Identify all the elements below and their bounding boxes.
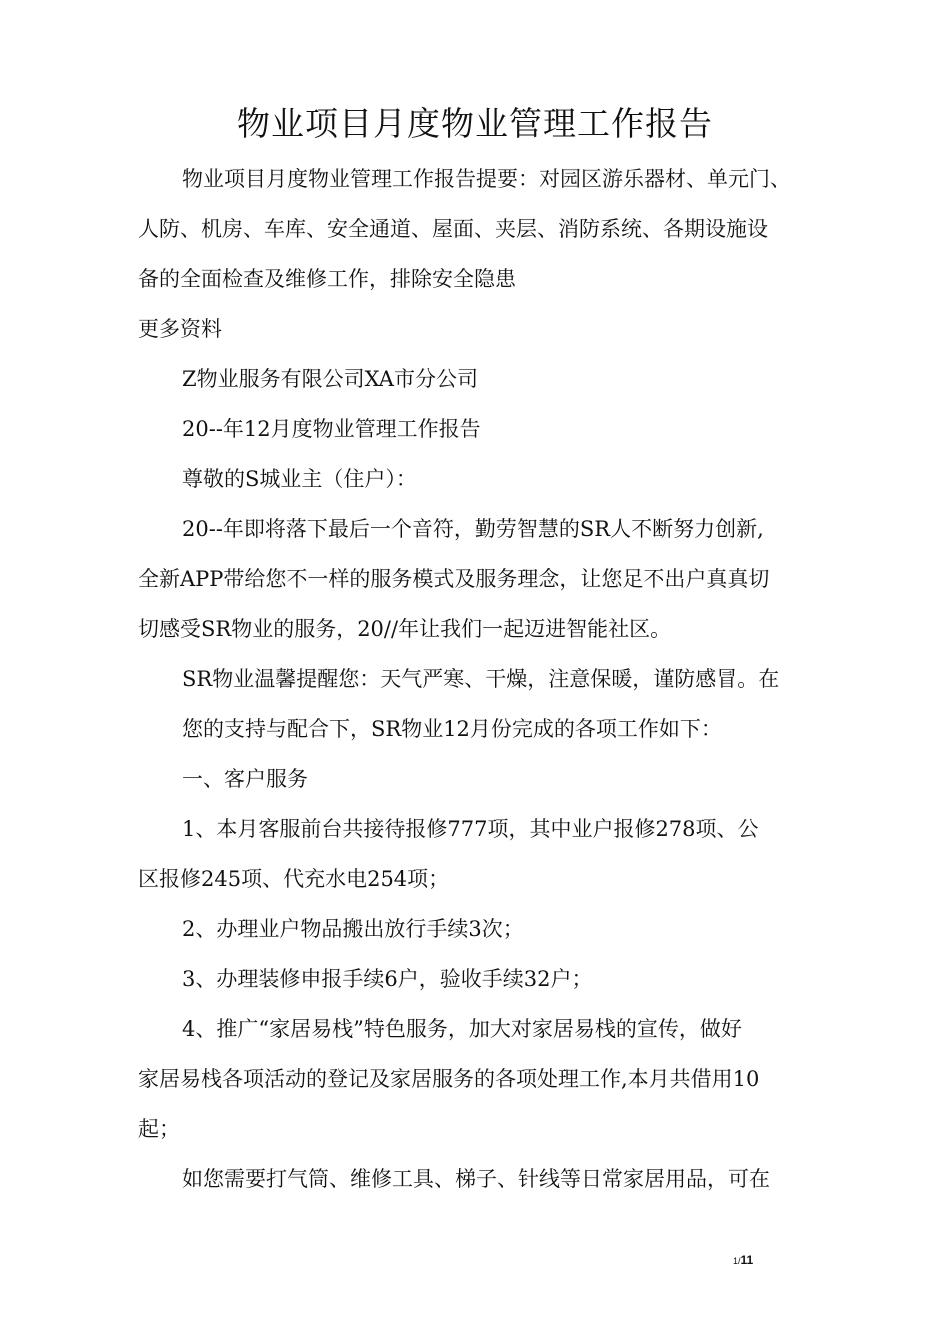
text-line: 20--年12月度物业管理工作报告 — [182, 417, 481, 441]
document-title: 物业项目月度物业管理工作报告 — [237, 104, 713, 143]
text-line: 尊敬的S城业主（住户）： — [182, 467, 417, 491]
text-line: 起； — [138, 1117, 180, 1141]
text-line: 您的支持与配合下，SR物业12月份完成的各项工作如下： — [182, 717, 722, 741]
text-line: 家居易栈各项活动的登记及家居服务的各项处理工作,本月共借用10 — [138, 1067, 760, 1091]
text-line: 更多资料 — [138, 317, 222, 341]
text-line: 3、办理装修申报手续6户，验收手续32户； — [182, 967, 593, 991]
text-line: 物业项目月度物业管理工作报告提要：对园区游乐器材、单元门、 — [182, 167, 791, 191]
page-total: 11 — [740, 1253, 754, 1267]
text-line: 全新APP带给您不一样的服务模式及服务理念，让您足不出户真真切 — [138, 567, 770, 591]
document-body — [138, 154, 828, 1204]
text-line: 切感受SR物业的服务，20//年让我们一起迈进智能社区。 — [138, 617, 672, 641]
text-line: 区报修245项、代充水电254项； — [138, 867, 450, 891]
page-current: 1/ — [733, 1256, 741, 1266]
page-number — [733, 1252, 753, 1269]
text-line: 人防、机房、车库、安全通道、屋面、夹层、消防系统、各期设施设 — [138, 217, 768, 241]
text-line: 1、本月客服前台共接待报修777项，其中业户报修278项、公 — [182, 817, 759, 841]
text-line: 一、客户服务 — [182, 767, 308, 791]
text-line: 如您需要打气筒、维修工具、梯子、针线等日常家居用品，可在 — [182, 1167, 770, 1191]
text-line: 20--年即将落下最后一个音符，勤劳智慧的SR人不断努力创新, — [182, 517, 764, 541]
text-line: 2、办理业户物品搬出放行手续3次； — [182, 917, 524, 941]
text-line: Z物业服务有限公司XA市分公司 — [182, 367, 478, 391]
text-line: SR物业温馨提醒您：天气严寒、干燥，注意保暖，谨防感冒。在 — [182, 667, 780, 691]
text-line: 4、推广“家居易栈”特色服务，加大对家居易栈的宣传，做好 — [182, 1017, 742, 1041]
text-line: 备的全面检查及维修工作，排除安全隐患 — [138, 267, 516, 291]
